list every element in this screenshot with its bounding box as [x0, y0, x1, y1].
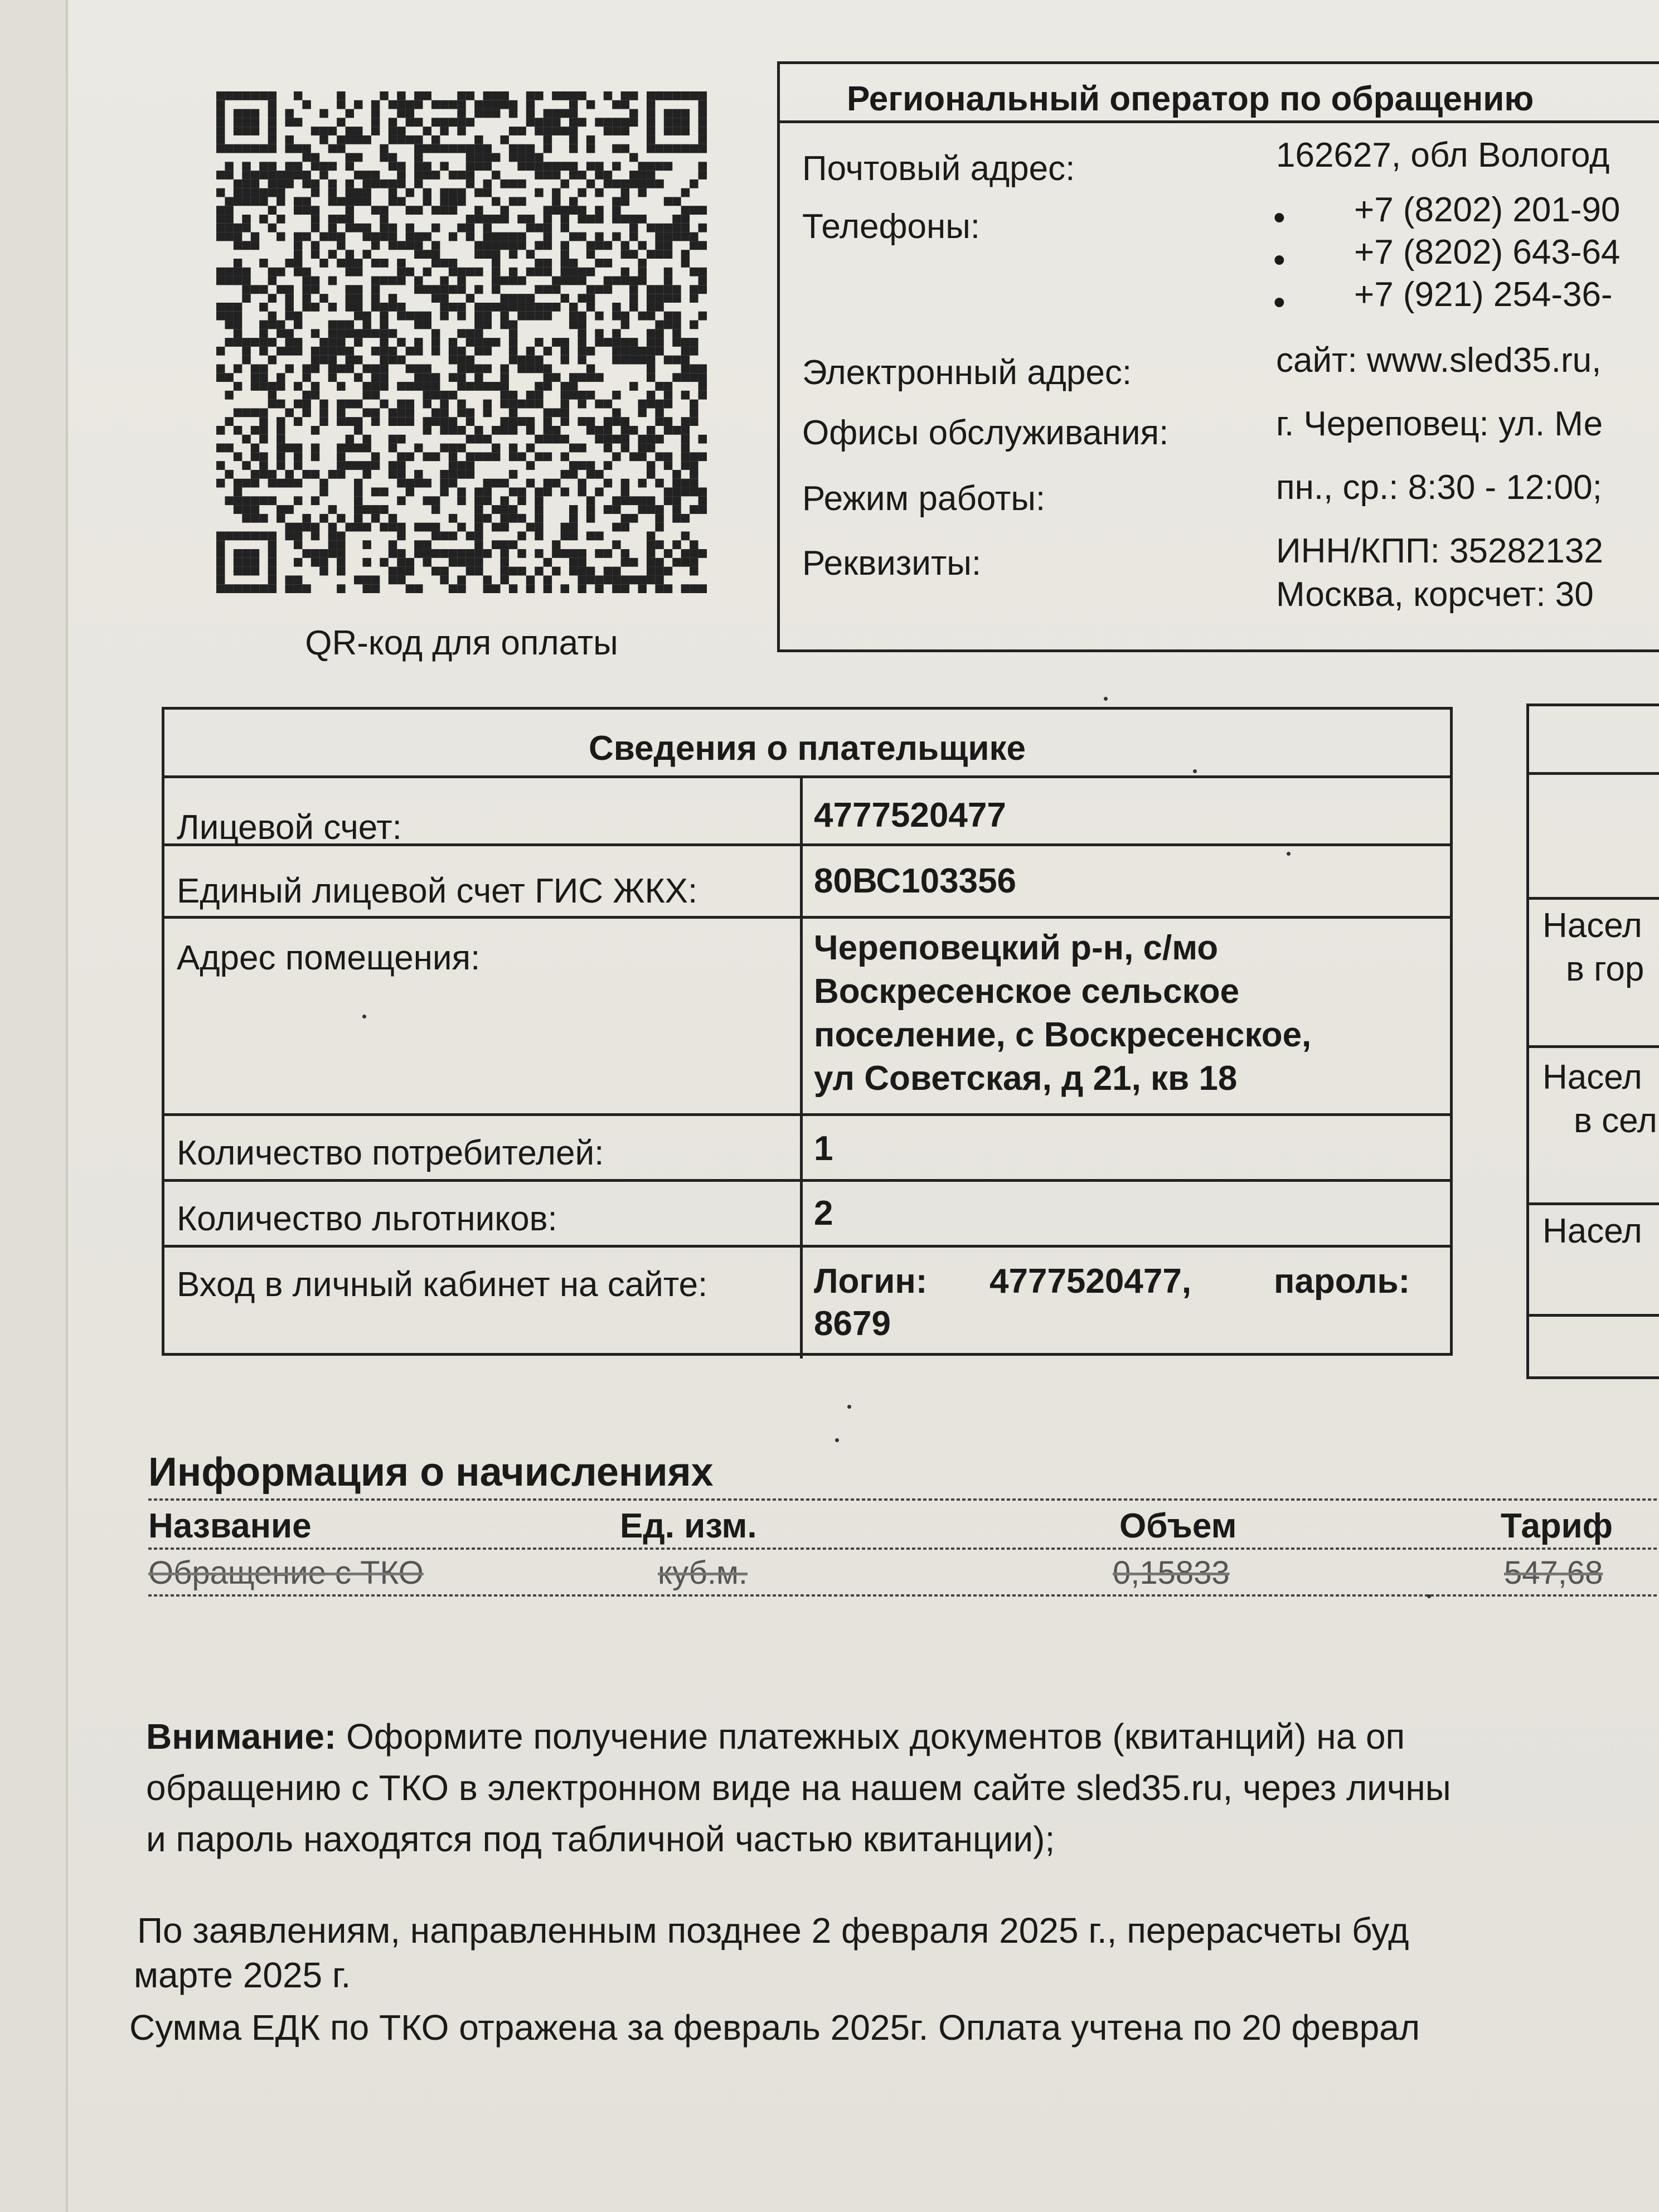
payer-table-title: Сведения о плательщике — [588, 729, 1026, 768]
attention-note-line-1 — [146, 1716, 1405, 1757]
toner-speck — [1193, 769, 1197, 773]
toner-speck — [1427, 1594, 1431, 1598]
cabinet-login-label: Вход в личный кабинет на сайте: — [177, 1265, 708, 1304]
charges-divider — [148, 1548, 1659, 1550]
requisites-label: Реквизиты: — [802, 544, 982, 583]
row-volume: 0,15833 — [1113, 1555, 1230, 1591]
recalc-note-line-1: По заявлениям, направленным позднее 2 февраля 2025 г., перерасчеты буд — [137, 1910, 1409, 1951]
beneficiaries-value: 2 — [814, 1194, 833, 1233]
table-divider — [1529, 772, 1659, 775]
requisites-value-2: Москва, корсчет: 30 — [1276, 575, 1594, 614]
operator-info-box — [777, 61, 1659, 652]
offices-label: Офисы обслуживания: — [802, 414, 1169, 452]
toner-speck — [1104, 697, 1108, 701]
attention-label: Внимание: — [146, 1716, 337, 1757]
password-label: пароль: — [1274, 1262, 1410, 1301]
phones-label: Телефоны: — [802, 207, 980, 246]
attention-note-line-2: обращению с ТКО в электронном виде на нашем сайте sled35.ru, через личны — [146, 1768, 1451, 1808]
postal-address-value: 162627, обл Вологод — [1276, 136, 1610, 174]
phone-1: +7 (8202) 201-90 — [1354, 191, 1621, 229]
work-hours-value: пн., ср.: 8:30 - 12:00; — [1276, 468, 1602, 507]
login-label: Логин: — [814, 1262, 928, 1301]
beneficiaries-label: Количество льготников: — [177, 1200, 557, 1238]
address-line-2: Воскресенское сельское — [814, 972, 1240, 1011]
address-line-1: Череповецкий р-н, с/мо — [814, 929, 1219, 967]
table-divider — [164, 916, 1450, 919]
address-line-4: ул Советская, д 21, кв 18 — [814, 1059, 1238, 1098]
header-name: Название — [148, 1507, 312, 1545]
payment-qr-code — [216, 91, 707, 593]
operator-title: Региональный оператор по обращению — [780, 64, 1659, 123]
payer-info-table — [162, 707, 1453, 1356]
village-label: в сел — [1574, 1102, 1657, 1140]
table-divider — [164, 1113, 1450, 1116]
phone-bullet: • — [1273, 198, 1286, 237]
password-value: 8679 — [814, 1304, 891, 1343]
charges-divider — [148, 1594, 1659, 1597]
population-label: Насел — [1542, 1212, 1642, 1250]
table-column-divider — [800, 775, 803, 1359]
consumers-label: Количество потребителей: — [177, 1134, 604, 1172]
website-value: сайт: www.sled35.ru, — [1276, 341, 1602, 380]
population-label: Насел — [1542, 1058, 1642, 1097]
toner-speck — [847, 1405, 851, 1409]
gis-account-label: Единый лицевой счет ГИС ЖКХ: — [177, 872, 698, 910]
consumers-value: 1 — [814, 1129, 833, 1168]
toner-speck — [835, 1438, 839, 1442]
population-label: Насел — [1542, 906, 1642, 945]
city-label: в гор — [1566, 950, 1645, 988]
header-tariff: Тариф — [1501, 1507, 1613, 1545]
table-divider — [1529, 1314, 1659, 1317]
table-divider — [164, 1179, 1450, 1182]
login-value: 4777520477, — [989, 1262, 1192, 1301]
requisites-value: ИНН/КПП: 35282132 — [1276, 532, 1603, 570]
qr-caption: QR-код для оплаты — [305, 624, 618, 662]
table-divider — [1529, 1045, 1659, 1048]
left-margin-shadow — [0, 0, 66, 2212]
postal-address-label: Почтовый адрес: — [802, 149, 1075, 188]
table-divider — [1529, 897, 1659, 900]
phone-bullet: • — [1273, 241, 1286, 279]
row-name: Обращение с ТКО — [148, 1555, 424, 1591]
edk-note: Сумма ЕДК по ТКО отражена за февраль 2025г. Оплата учтена по 20 феврал — [129, 2007, 1420, 2048]
recalc-note-line-2: марте 2025 г. — [134, 1955, 351, 1995]
attention-text: Оформите получение платежных документов (квитанций) на оп — [346, 1716, 1405, 1757]
row-tariff: 547,68 — [1504, 1555, 1603, 1591]
offices-value: г. Череповец: ул. Ме — [1276, 405, 1603, 443]
table-divider — [164, 1245, 1450, 1248]
table-divider — [1529, 1202, 1659, 1205]
phone-3: +7 (921) 254-36- — [1354, 275, 1613, 314]
tariff-table-partial — [1526, 704, 1659, 1379]
phone-2: +7 (8202) 643-64 — [1354, 233, 1621, 271]
account-label: Лицевой счет: — [177, 808, 402, 847]
toner-speck — [362, 1015, 366, 1018]
gis-account-value: 80ВС103356 — [814, 862, 1017, 900]
address-label: Адрес помещения: — [177, 939, 481, 977]
address-line-3: поселение, с Воскресенское, — [814, 1016, 1312, 1054]
charges-divider — [148, 1498, 1659, 1501]
charges-title: Информация о начислениях — [148, 1450, 714, 1495]
paper-fold-line — [66, 0, 68, 2212]
row-unit: куб.м. — [658, 1555, 748, 1591]
email-label: Электронный адрес: — [802, 353, 1132, 392]
attention-note-line-3: и пароль находятся под табличной частью квитанции); — [146, 1819, 1055, 1859]
phone-bullet: • — [1273, 283, 1286, 322]
account-value: 4777520477 — [814, 796, 1006, 835]
table-divider — [164, 775, 1450, 778]
header-unit: Ед. изм. — [620, 1507, 757, 1545]
toner-speck — [1287, 852, 1291, 856]
header-volume: Объем — [1119, 1507, 1237, 1545]
work-hours-label: Режим работы: — [802, 479, 1046, 518]
